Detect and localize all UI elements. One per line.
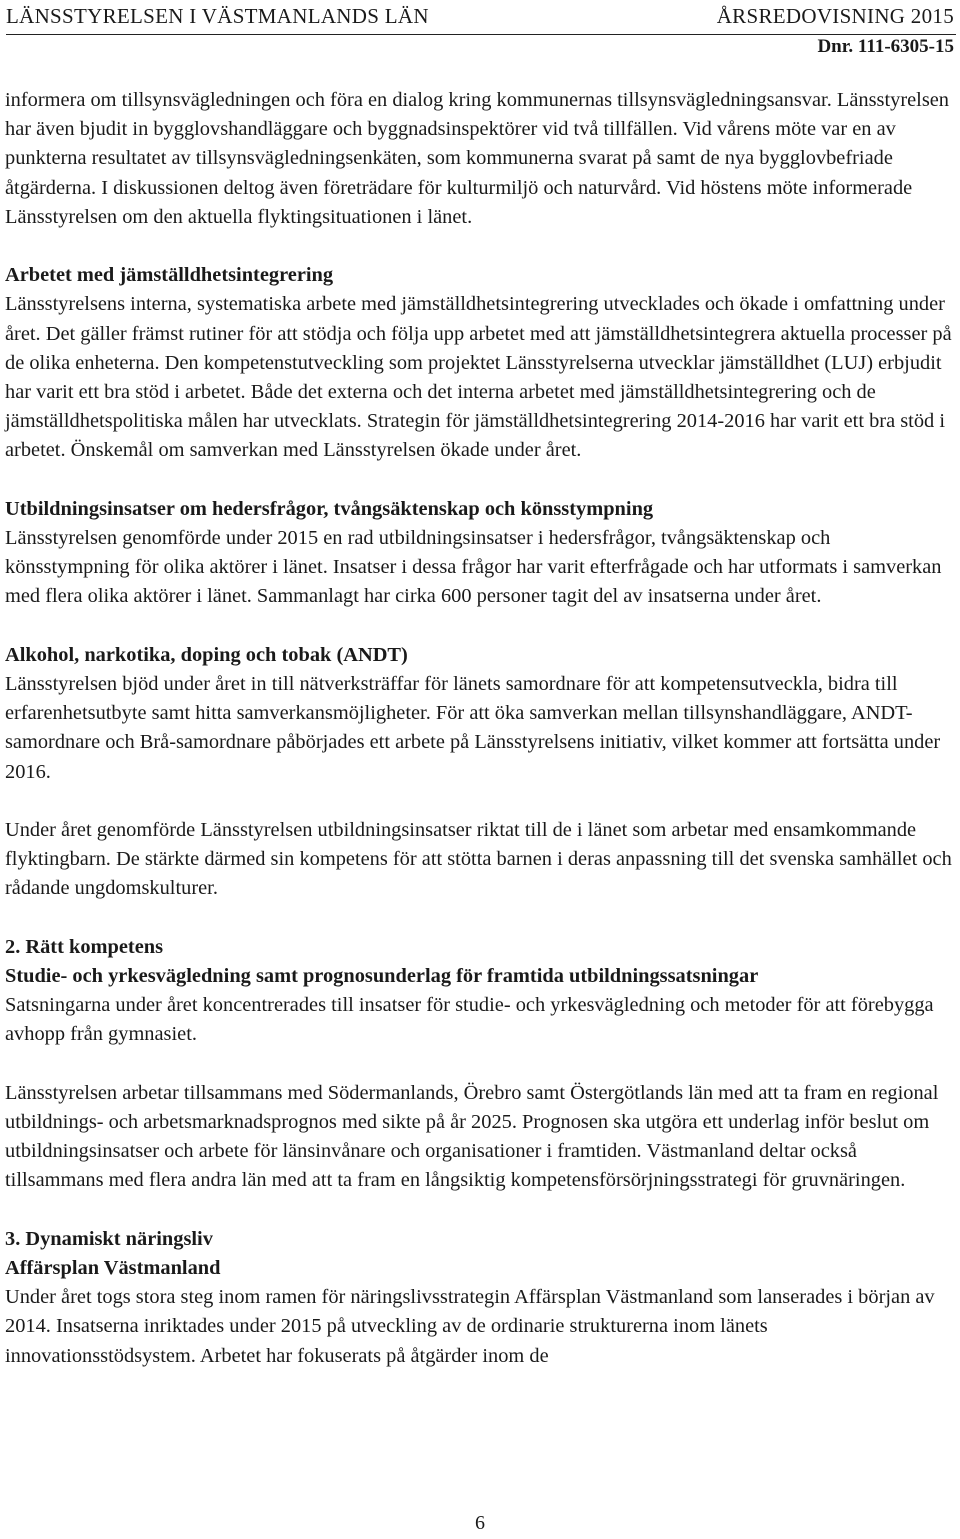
section-right-competence bbox=[5, 933, 955, 1050]
section-subheading: Affärsplan Västmanland bbox=[5, 1257, 221, 1280]
section-heading: Arbetet med jämställdhetsintegrering bbox=[5, 264, 334, 287]
section-text: Under året togs stora steg inom ramen för näringslivsstrategin Affärsplan Västmanland som lanserades i början av 2014. Insatserna inriktades under 2015 på utveckling av de ordinarie strukturerna inom länets innovationsstödsystem. Arbetet har fokuserats på åtgärder inom de bbox=[5, 1286, 935, 1367]
section-dynamic-business bbox=[5, 1225, 955, 1371]
document-body bbox=[5, 86, 955, 1371]
header-document-title: ÅRSREDOVISNING 2015 bbox=[716, 4, 954, 28]
header-registration-number: Dnr. 111-6305-15 bbox=[817, 36, 954, 57]
section-text: Länsstyrelsen bjöd under året in till nätverksträffar för länets samordnare för att kompetensutveckla, bidra till erfarenhetsutbyte samt hitta samverkansmöjligheter. För att öka samverkan mellan tillsynshandläggare, ANDT-samordnare och Brå-samordnare påbörjades ett arbete på Länsstyrelsens initiativ, vilket kommer att fortsätta under 2016. bbox=[5, 673, 941, 783]
section-gender-equality bbox=[5, 261, 955, 465]
paragraph-regional-forecast: Länsstyrelsen arbetar tillsammans med Södermanlands, Örebro samt Östergötlands län med att ta fram en regional utbildnings- och arbetsmarknadsprognos med sikte på år 2025. Prognosen ska utgöra ett underlag inför beslut om utbildningsinsatser och arbete för länsinvånare och organisationer i framtiden. Västmanland deltar också tillsammans med flera andra län med att ta fram en långsiktig kompetensförsörjningsstrategi för gruvnäringen. bbox=[5, 1081, 939, 1192]
section-heading: Alkohol, narkotika, doping och tobak (ANDT) bbox=[5, 643, 408, 666]
section-text: Satsningarna under året koncentrerades till insatser för studie- och yrkesvägledning och metoder för att förebygga avhopp från gymnasiet. bbox=[5, 994, 934, 1046]
section-text: Länsstyrelsen genomförde under 2015 en rad utbildningsinsatser i hedersfrågor, tvångsäktenskap och könsstympning för olika aktörer i länet. Insatser i dessa frågor har varit efterfrågade och har utformats i samverkan med flera olika aktörer i länet. Sammanlagt har cirka 600 personer tagit del av insatserna under året. bbox=[5, 527, 942, 608]
page-header bbox=[6, 0, 956, 35]
section-heading: Utbildningsinsatser om hedersfrågor, tvångsäktenskap och könsstympning bbox=[5, 497, 654, 520]
page-number: 6 bbox=[475, 1512, 485, 1534]
section-subheading: Studie- och yrkesvägledning samt prognosunderlag för framtida utbildningssatsningar bbox=[5, 965, 759, 988]
section-andt bbox=[5, 641, 955, 787]
section-heading: 2. Rätt kompetens bbox=[5, 935, 164, 958]
section-text: Länsstyrelsens interna, systematiska arbete med jämställdhetsintegrering utvecklades och ökade i omfattning under året. Det gäller främst rutiner för att stödja och följa upp arbetet med att jämställdhetsintegrera aktuella processer på de olika enheterna. Den kompetenstutveckling som projektet Länsstyrelserna utvecklar jämställdhet (LUJ) erbjudit har varit ett bra stöd i arbetet. Både det externa och det interna arbetet med jämställdhetsintegrering och de jämställdhetspolitiska målen har utvecklats. Strategin för jämställdhetsintegrering 2014-2016 har varit ett bra stöd i arbetet. Önskemål om samverkan med Länsstyrelsen ökade under året. bbox=[5, 293, 952, 462]
section-heading: 3. Dynamiskt näringsliv bbox=[5, 1227, 213, 1250]
paragraph-unaccompanied-children: Under året genomförde Länsstyrelsen utbildningsinsatser riktat till de i länet som arbetar med ensamkommande flyktingbarn. De stärkte därmed sin kompetens för att stötta barnen i deras anpassning till det svenska samhället och rådande ungdomskulturer. bbox=[5, 819, 952, 900]
section-honour-issues bbox=[5, 495, 955, 612]
header-organization: LÄNSSTYRELSEN I VÄSTMANLANDS LÄN bbox=[6, 4, 429, 28]
paragraph-continued: informera om tillsynsvägledningen och föra en dialog kring kommunernas tillsynsvägledningsansvar. Länsstyrelsen har även bjudit in bygglovshandläggare och byggnadsinspektörer vid två tillfällen. Vid vårens möte var en av punkterna resultatet av tillsynsvägledningsenkäten, som kommunerna svarat på samt de nya bygglovbefriade åtgärderna. I diskussionen deltog även företrädare för kulturmiljö och naturvård. Vid höstens möte informerade Länsstyrelsen om den aktuella flyktingsituationen i länet. bbox=[5, 89, 950, 228]
